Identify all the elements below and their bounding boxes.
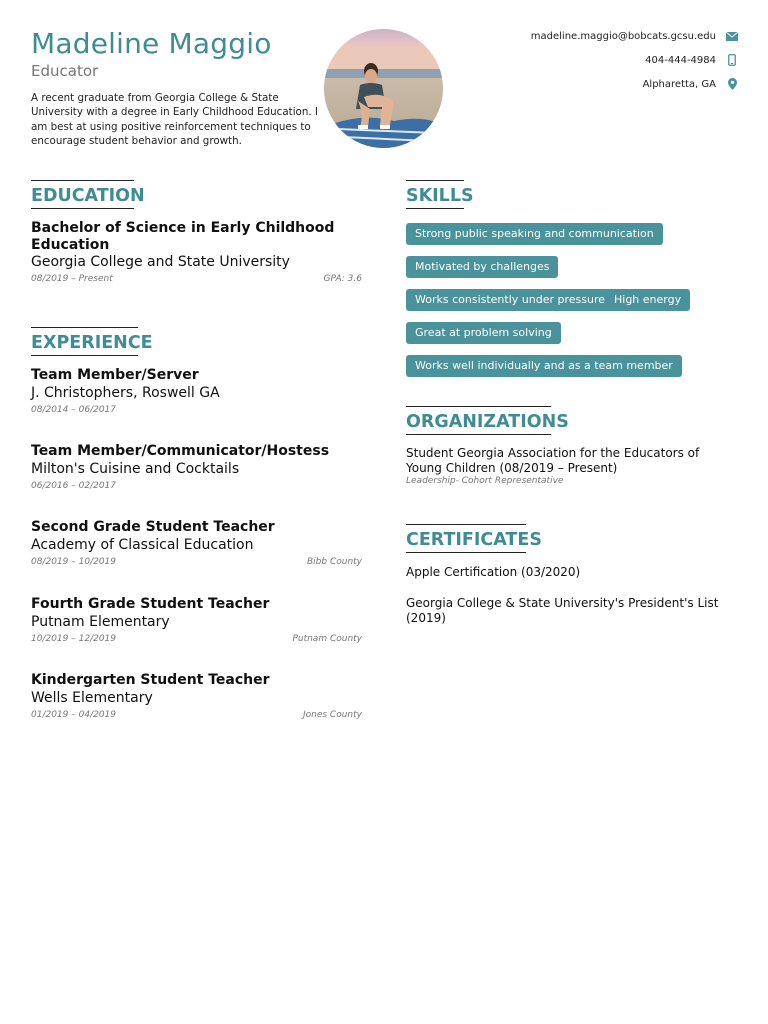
certificate-entry: [406, 596, 738, 625]
skills-rule-bottom: [406, 208, 464, 209]
experience-heading: EXPERIENCE: [31, 333, 153, 353]
location-text: Alpharetta, GA: [642, 78, 716, 90]
phone-text[interactable]: 404-444-4984: [645, 54, 716, 66]
education-rule-bottom: [31, 208, 134, 209]
experience-entry: [31, 672, 362, 721]
job-role: Fourth Grade Student Teacher: [31, 596, 270, 612]
certificate-name: Georgia College & State University's President's List (2019): [406, 596, 719, 625]
candidate-title: Educator: [31, 62, 99, 80]
organization-role: Leadership- Cohort Representative: [406, 476, 564, 486]
job-role: Second Grade Student Teacher: [31, 519, 275, 535]
certificate-entry: [406, 565, 738, 580]
certificates-rule-bottom: [406, 552, 526, 553]
skill-tag: Motivated by challenges: [406, 256, 558, 278]
contact-location: [478, 77, 738, 91]
organizations-rule-bottom: [406, 434, 551, 435]
education-rule-top: [31, 180, 134, 181]
job-org: Wells Elementary: [31, 689, 153, 706]
certificate-name: Apple Certification (03/2020): [406, 565, 581, 579]
job-org: Milton's Cuisine and Cocktails: [31, 460, 240, 477]
job-dates: 10/2019 – 12/2019: [31, 633, 116, 644]
skills-rule-top: [406, 180, 464, 181]
contact-phone[interactable]: [478, 53, 738, 67]
skill-tag: Works consistently under pressure: [406, 289, 614, 311]
experience-rule-top: [31, 327, 138, 328]
job-dates: 01/2019 – 04/2019: [31, 709, 116, 720]
job-meta: [31, 557, 362, 568]
skill-tag: High energy: [605, 289, 690, 311]
certificates-heading: CERTIFICATES: [406, 530, 542, 550]
organization-entry: [406, 446, 738, 487]
job-location: Bibb County: [306, 556, 362, 567]
school-name: Georgia College and State University: [31, 254, 290, 270]
contact-email[interactable]: [478, 29, 738, 43]
job-org: Academy of Classical Education: [31, 536, 254, 553]
job-org: J. Christophers, Roswell GA: [31, 384, 220, 401]
organizations-rule-top: [406, 406, 551, 407]
experience-entry: [31, 519, 362, 568]
job-role: Team Member/Server: [31, 367, 199, 383]
job-dates: 08/2019 – 10/2019: [31, 556, 116, 567]
job-location: Jones County: [302, 709, 362, 720]
job-org: Putnam Elementary: [31, 613, 170, 630]
job-dates: 06/2016 – 02/2017: [31, 480, 116, 491]
job-meta: [31, 481, 362, 492]
location-pin-icon: [726, 78, 738, 90]
education-entry: [31, 220, 362, 285]
experience-entry: [31, 596, 362, 645]
job-meta: [31, 405, 362, 416]
experience-rule-bottom: [31, 355, 138, 356]
summary-text: A recent graduate from Georgia College & State University with a degree in Early Childhood Education. I am best at using positive reinforcement techniques to encourage student behavior and growth.: [31, 92, 318, 148]
organizations-heading: ORGANIZATIONS: [406, 412, 569, 432]
degree-title: Bachelor of Science in Early Childhood Education: [31, 220, 335, 253]
education-meta: [31, 274, 362, 285]
skills-heading: SKILLS: [406, 186, 474, 206]
experience-entry: [31, 443, 362, 492]
job-location: Putnam County: [292, 633, 362, 644]
profile-photo-image: [324, 29, 443, 148]
education-heading: EDUCATION: [31, 186, 145, 206]
skill-tag: Strong public speaking and communication: [406, 223, 663, 245]
phone-icon: [726, 54, 738, 66]
job-meta: [31, 634, 362, 645]
profile-photo: [324, 29, 443, 148]
education-gpa: GPA: 3.6: [323, 274, 362, 284]
experience-entry: [31, 367, 362, 416]
education-dates: 08/2019 – Present: [31, 274, 113, 284]
skill-tag: Great at problem solving: [406, 322, 561, 344]
job-role: Team Member/Communicator/Hostess: [31, 443, 330, 459]
candidate-name: Madeline Maggio: [31, 27, 272, 60]
certificates-rule-top: [406, 524, 526, 525]
job-dates: 08/2014 – 06/2017: [31, 404, 116, 415]
job-meta: [31, 710, 362, 721]
organization-name: Student Georgia Association for the Educators of Young Children (08/2019 – Present): [406, 446, 700, 475]
skill-tag: Works well individually and as a team member: [406, 355, 682, 377]
job-role: Kindergarten Student Teacher: [31, 672, 270, 688]
email-text[interactable]: madeline.maggio@bobcats.gcsu.edu: [530, 30, 716, 42]
envelope-icon: [726, 30, 738, 42]
